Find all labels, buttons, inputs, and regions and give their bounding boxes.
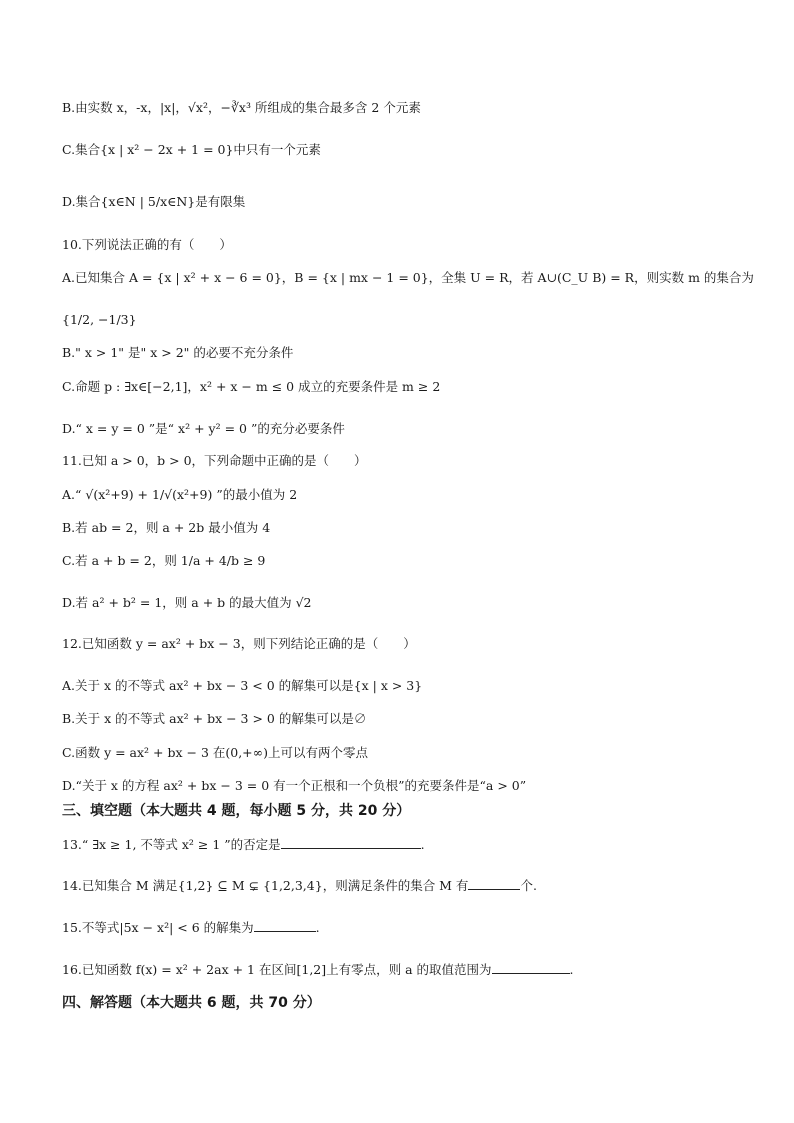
- option-10b: B." x > 1" 是" x > 2" 的必要不充分条件: [62, 345, 294, 360]
- question-16: [62, 961, 574, 978]
- option-10c: C.命题 p : ∃x∈[−2,1]，x² + x − m ≤ 0 成立的充要条件是 m ≥ 2: [62, 379, 441, 394]
- answer-blank-14: [468, 877, 520, 890]
- option-12c: C.函数 y = ax² + bx − 3 在(0,+∞)上可以有两个零点: [62, 745, 368, 760]
- section-3-heading: 三、填空题（本大题共 4 题，每小题 5 分，共 20 分）: [62, 803, 411, 819]
- question-13-period: .: [420, 837, 425, 852]
- option-9d: D.集合{x∈N | 5/x∈N}是有限集: [62, 194, 246, 209]
- answer-blank-16: [492, 961, 570, 974]
- question-10: 10.下列说法正确的有（ ）: [62, 237, 232, 252]
- option-12b: B.关于 x 的不等式 ax² + bx − 3 > 0 的解集可以是∅: [62, 711, 367, 726]
- option-11c: C.若 a + b = 2，则 1/a + 4/b ≥ 9: [62, 553, 266, 568]
- answer-blank-13: [281, 836, 421, 849]
- answer-blank-15: [254, 919, 316, 932]
- question-14-end: 个.: [520, 878, 537, 893]
- section-4-heading: 四、解答题（本大题共 6 题，共 70 分）: [62, 995, 321, 1011]
- question-13: [62, 836, 425, 853]
- option-11b: B.若 ab = 2，则 a + 2b 最小值为 4: [62, 520, 271, 535]
- question-15: [62, 919, 320, 936]
- question-11: 11.已知 a > 0，b > 0，下列命题中正确的是（ ）: [62, 453, 367, 468]
- option-12d: D.“关于 x 的方程 ax² + bx − 3 = 0 有一个正根和一个负根”的充要条件是“a > 0”: [62, 778, 527, 793]
- question-12: 12.已知函数 y = ax² + bx − 3，则下列结论正确的是（ ）: [62, 636, 416, 651]
- option-11a: A.“ √(x²+9) + 1/√(x²+9) ”的最小值为 2: [62, 487, 298, 502]
- question-15-text: 15.不等式|5x − x²| < 6 的解集为: [62, 920, 254, 935]
- question-13-text: 13.“ ∃x ≥ 1, 不等式 x² ≥ 1 ”的否定是: [62, 837, 281, 852]
- question-14-text: 14.已知集合 M 满足{1,2} ⊆ M ⊊ {1,2,3,4}，则满足条件的集合 M 有: [62, 878, 469, 893]
- option-9b: B.由实数 x，-x，|x|，√x²，−∛x³ 所组成的集合最多含 2 个元素: [62, 100, 421, 115]
- option-10a-continued: {1/2, −1/3}: [62, 312, 137, 327]
- option-10a: A.已知集合 A = {x | x² + x − 6 = 0}，B = {x | mx − 1 = 0}，全集 U = R，若 A∪(C_U B) = R，则实数 m 的集合为: [62, 270, 754, 285]
- option-10d: D.“ x = y = 0 ”是“ x² + y² = 0 ”的充分必要条件: [62, 421, 345, 436]
- question-14: [62, 877, 537, 894]
- option-9c: C.集合{x | x² − 2x + 1 = 0}中只有一个元素: [62, 142, 321, 157]
- option-11d: D.若 a² + b² = 1，则 a + b 的最大值为 √2: [62, 595, 312, 610]
- option-12a: A.关于 x 的不等式 ax² + bx − 3 < 0 的解集可以是{x | x > 3}: [62, 678, 423, 693]
- question-16-period: .: [569, 962, 574, 977]
- question-15-period: .: [315, 920, 320, 935]
- question-16-text: 16.已知函数 f(x) = x² + 2ax + 1 在区间[1,2]上有零点，则 a 的取值范围为: [62, 962, 492, 977]
